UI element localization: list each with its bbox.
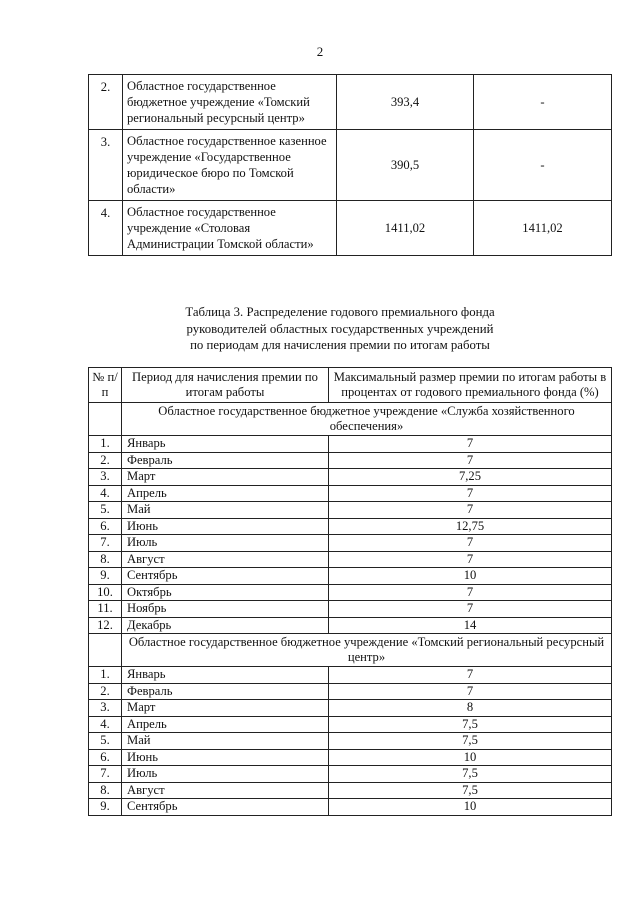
month-cell: Август — [122, 782, 329, 799]
premium-value: 12,75 — [329, 518, 612, 535]
premium-value: 7,5 — [329, 733, 612, 750]
section-title: Областное государственное бюджетное учреждение «Томский региональный ресурсный центр» — [122, 634, 612, 667]
premium-distribution-table — [88, 367, 612, 816]
table-row — [89, 716, 612, 733]
month-cell: Октябрь — [122, 584, 329, 601]
month-cell: Май — [122, 502, 329, 519]
section-title: Областное государственное бюджетное учреждение «Служба хозяйственного обеспечения» — [122, 403, 612, 436]
row-number: 11. — [89, 601, 122, 618]
premium-value: 7,5 — [329, 766, 612, 783]
table-row — [89, 733, 612, 750]
month-cell: Январь — [122, 436, 329, 453]
month-cell: Июнь — [122, 749, 329, 766]
premium-value: 7 — [329, 667, 612, 684]
premium-value: 7,25 — [329, 469, 612, 486]
row-number: 6. — [89, 749, 122, 766]
caption-line-3: по периодам для начисления премии по итогам работы — [190, 338, 490, 352]
table-row — [89, 749, 612, 766]
month-cell: Июль — [122, 766, 329, 783]
premium-value: 7 — [329, 485, 612, 502]
section-row — [89, 634, 612, 667]
table-row — [89, 766, 612, 783]
value-cell: 1411,02 — [337, 201, 474, 256]
premium-value: 10 — [329, 799, 612, 816]
table-row — [89, 683, 612, 700]
month-cell: Июль — [122, 535, 329, 552]
value-cell: - — [474, 130, 612, 201]
premium-value: 14 — [329, 617, 612, 634]
value-cell: 393,4 — [337, 75, 474, 130]
row-number: 2. — [89, 452, 122, 469]
row-number: 3. — [89, 700, 122, 717]
premium-value: 7 — [329, 535, 612, 552]
table-caption — [0, 304, 640, 354]
caption-line-2: руководителей областных государственных учреждений — [186, 321, 494, 336]
row-number: 7. — [89, 766, 122, 783]
row-number: 2. — [89, 75, 123, 130]
table-row — [89, 201, 612, 256]
month-cell: Апрель — [122, 485, 329, 502]
value-cell: 1411,02 — [474, 201, 612, 256]
row-number: 3. — [89, 130, 123, 201]
table-row — [89, 436, 612, 453]
month-cell: Февраль — [122, 452, 329, 469]
section-spacer — [89, 634, 122, 667]
premium-value: 7 — [329, 551, 612, 568]
table-row — [89, 130, 612, 201]
table-row — [89, 535, 612, 552]
premium-value: 7,5 — [329, 716, 612, 733]
row-number: 1. — [89, 436, 122, 453]
table-row — [89, 75, 612, 130]
premium-value: 7 — [329, 452, 612, 469]
table-row — [89, 601, 612, 618]
header-max-premium: Максимальный размер премии по итогам работы в процентах от годового премиального фонда (%) — [329, 368, 612, 403]
caption-line-1: Таблица 3. Распределение годового премиального фонда — [185, 305, 495, 319]
institution-name: Областное государственное бюджетное учреждение «Томский региональный ресурсный центр» — [123, 75, 337, 130]
month-cell: Март — [122, 700, 329, 717]
row-number: 9. — [89, 568, 122, 585]
row-number: 6. — [89, 518, 122, 535]
row-number: 1. — [89, 667, 122, 684]
table-header-row — [89, 368, 612, 403]
row-number: 3. — [89, 469, 122, 486]
row-number: 8. — [89, 551, 122, 568]
premium-value: 10 — [329, 568, 612, 585]
table-row — [89, 700, 612, 717]
month-cell: Сентябрь — [122, 568, 329, 585]
premium-value: 7 — [329, 683, 612, 700]
row-number: 9. — [89, 799, 122, 816]
month-cell: Март — [122, 469, 329, 486]
row-number: 5. — [89, 502, 122, 519]
row-number: 8. — [89, 782, 122, 799]
premium-value: 7,5 — [329, 782, 612, 799]
table-row — [89, 799, 612, 816]
institutions-table — [88, 74, 612, 256]
header-num: № п/п — [89, 368, 122, 403]
premium-value: 7 — [329, 601, 612, 618]
row-number: 12. — [89, 617, 122, 634]
month-cell: Сентябрь — [122, 799, 329, 816]
table-row — [89, 551, 612, 568]
section-spacer — [89, 403, 122, 436]
row-number: 2. — [89, 683, 122, 700]
table-row — [89, 485, 612, 502]
premium-value: 7 — [329, 502, 612, 519]
institution-name: Областное государственное казенное учреждение «Государственное юридическое бюро по Томской области» — [123, 130, 337, 201]
month-cell: Декабрь — [122, 617, 329, 634]
table-row — [89, 469, 612, 486]
row-number: 7. — [89, 535, 122, 552]
premium-value: 7 — [329, 436, 612, 453]
table-row — [89, 518, 612, 535]
premium-value: 8 — [329, 700, 612, 717]
section-row — [89, 403, 612, 436]
month-cell: Апрель — [122, 716, 329, 733]
premium-value: 7 — [329, 584, 612, 601]
institution-name: Областное государственное учреждение «Столовая Администрации Томской области» — [123, 201, 337, 256]
table-row — [89, 782, 612, 799]
table-row — [89, 452, 612, 469]
premium-value: 10 — [329, 749, 612, 766]
row-number: 5. — [89, 733, 122, 750]
month-cell: Июнь — [122, 518, 329, 535]
month-cell: Январь — [122, 667, 329, 684]
row-number: 4. — [89, 201, 123, 256]
page-number: 2 — [316, 44, 324, 59]
value-cell: - — [474, 75, 612, 130]
row-number: 10. — [89, 584, 122, 601]
table-row — [89, 568, 612, 585]
table-row — [89, 617, 612, 634]
table-row — [89, 502, 612, 519]
month-cell: Август — [122, 551, 329, 568]
header-period: Период для начисления премии по итогам работы — [122, 368, 329, 403]
value-cell: 390,5 — [337, 130, 474, 201]
row-number: 4. — [89, 716, 122, 733]
row-number: 4. — [89, 485, 122, 502]
month-cell: Ноябрь — [122, 601, 329, 618]
table-row — [89, 584, 612, 601]
table-row — [89, 667, 612, 684]
month-cell: Февраль — [122, 683, 329, 700]
month-cell: Май — [122, 733, 329, 750]
